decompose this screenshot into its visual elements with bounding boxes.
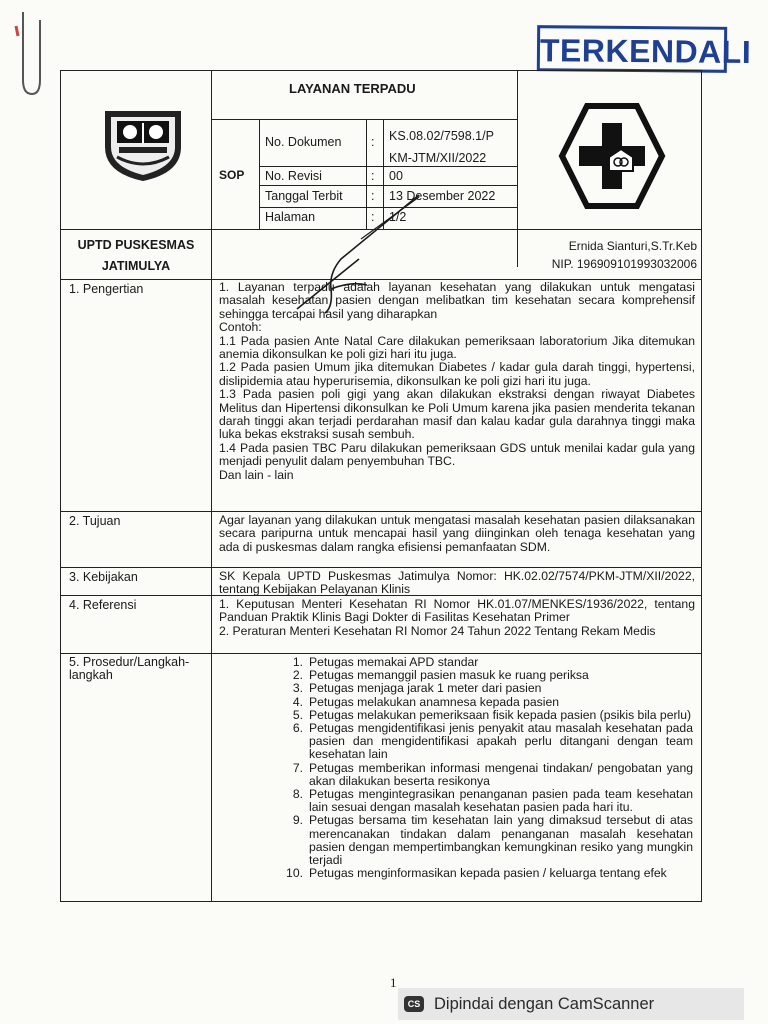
- pengertian-content: [219, 281, 695, 482]
- step-number: 3.: [292, 681, 303, 696]
- list-item: [268, 762, 693, 788]
- field-label: Tanggal Terbit: [265, 189, 343, 203]
- field-row-line: [259, 185, 517, 186]
- paragraph: 1.3 Pada pasien poli gigi yang akan dilakukan ekstraksi dengan riwayat Diabetes Melitus dan Hipertensi dikonsulkan ke Poli Umum karena jika pasien menderita tekanan darah tinggi akan terjadi perdarahan masif dan kalau kadar gula darahnya tinggi maka luka bekas ekstraksi susah sembuh.: [219, 387, 695, 442]
- sop-divider: [259, 119, 260, 229]
- field-label: No. Revisi: [265, 169, 322, 183]
- list-item: [268, 696, 693, 709]
- section-divider: [61, 567, 701, 568]
- organization-name: UPTD PUSKESMAS JATIMULYA: [77, 238, 195, 273]
- step-number: 2.: [292, 668, 303, 683]
- field-label: Halaman: [265, 210, 316, 224]
- section-divider: [61, 511, 701, 512]
- paragraph: Contoh:: [219, 320, 262, 335]
- sop-document: [60, 70, 702, 902]
- logo-column-divider: [517, 71, 518, 267]
- section-label-kebijakan: 3. Kebijakan: [69, 570, 138, 584]
- list-item: [268, 722, 693, 762]
- step-text: Petugas memakai APD standar: [309, 655, 479, 669]
- section-label-pengertian: 1. Pengertian: [69, 282, 144, 296]
- field-label: No. Dokumen: [265, 135, 342, 149]
- paragraph: Dan lain - lain: [219, 467, 294, 482]
- field-colon: :: [371, 135, 375, 149]
- step-number: 6.: [292, 721, 303, 736]
- list-item: [268, 788, 693, 814]
- step-text: Petugas melakukan anamnesa kepada pasien: [309, 694, 560, 709]
- step-number: 7.: [292, 760, 303, 775]
- page-number: 1: [390, 975, 397, 990]
- revision-number: 00: [389, 169, 403, 183]
- paragraph: 1.4 Pada pasien TBC Paru dilakukan pemeriksaan GDS untuk menilai kadar gula yang menjadi penyulit dalam penyembuhan TBC.: [219, 440, 695, 469]
- paragraph: 1.2 Pada pasien Umum jika ditemukan Diabetes / kadar gula darah tinggi, hypertensi, dislipidemia atau hyperurisemia, dikonsulkan ke poli gizi hari itu juga.: [219, 360, 695, 388]
- step-text: Petugas mengidentifikasi jenis penyakit atau masalah kesehatan pada pasien dan mengidentifikasi apakah perlu ditangani dengan team kesehatan lain: [309, 721, 693, 762]
- document-title: LAYANAN TERPADU: [289, 81, 416, 96]
- document-number: KS.08.02/7598.1/P KM-JTM/XII/2022: [389, 129, 494, 165]
- section-label-prosedur: 5. Prosedur/Langkah-langkah: [69, 655, 190, 682]
- field-colon: :: [371, 210, 375, 224]
- section-divider: [61, 653, 701, 654]
- paper-clip-icon: [14, 10, 44, 98]
- step-number: 1.: [292, 655, 303, 669]
- step-number: 5.: [292, 707, 303, 722]
- step-number: 8.: [292, 787, 303, 802]
- camscanner-label: Dipindai dengan CamScanner: [434, 994, 655, 1013]
- step-number: 10.: [286, 866, 303, 881]
- puskesmas-cross-logo: [557, 101, 667, 211]
- field-colon: :: [371, 169, 375, 183]
- issue-date: 13 Desember 2022: [389, 189, 496, 203]
- paragraph: 1.1 Pada pasien Ante Natal Care dilakukan pemeriksaan laboratorium Jika ditemukan anemia dikonsulkan ke poli gizi hari itu juga.: [219, 333, 695, 362]
- controlled-stamp: TERKENDALI: [537, 25, 727, 73]
- referensi-content: [219, 598, 695, 638]
- field-colon: :: [371, 189, 375, 203]
- step-text: Petugas memberikan informasi mengenai tindakan/ pengobatan yang akan dilakukan beserta resikonya: [309, 760, 693, 788]
- tujuan-content: Agar layanan yang dilakukan untuk mengatasi masalah kesehatan pasien dilaksanakan secara paripurna untuk mencapai hasil yang diinginkan oleh tenaga kesehatan yang ada di puskesmas dalam rangka efisiensi pemanfaatan SDM.: [219, 513, 695, 554]
- signer-name: Ernida Sianturi,S.Tr.Keb: [568, 239, 697, 253]
- list-item: [268, 814, 693, 867]
- signer-nip: NIP. 196909101993032006: [551, 257, 697, 271]
- step-text: Petugas menginformasikan kepada pasien / keluarga tentang efek: [309, 866, 667, 881]
- reference-item: 1. Keputusan Menteri Kesehatan RI Nomor HK.01.07/MENKES/1936/2022, tentang Panduan Praktik Klinis Bagi Dokter di Fasilitas Kesehatan Primer: [219, 597, 695, 625]
- step-text: Petugas memanggil pasien masuk ke ruang periksa: [309, 668, 589, 683]
- step-text: Petugas mengintegrasikan penanganan pasien pada team kesehatan lain sesuai dengan masalah kesehatan pasien pada hari itu.: [309, 787, 693, 815]
- step-text: Petugas bersama tim kesehatan lain yang dimaksud tersebut di atas merencanakan tindakan dalam penanganan masalah kesehatan pasien dengan mempertimbangkan kemungkinan resiko yang mungkin terjadi: [309, 813, 693, 868]
- title-divider: [211, 119, 517, 120]
- step-number: 4.: [292, 694, 303, 709]
- list-item: [268, 867, 693, 880]
- step-text: Petugas menjaga jarak 1 meter dari pasien: [309, 681, 542, 696]
- section-label-referensi: 4. Referensi: [69, 598, 137, 612]
- procedure-steps: [268, 656, 693, 880]
- regional-emblem-logo: [97, 107, 189, 183]
- camscanner-watermark: [398, 988, 744, 1020]
- label-column-divider: [211, 71, 212, 901]
- step-text: Petugas melakukan pemeriksaan fisik kepada pasien (psikis bila perlu): [309, 707, 692, 722]
- step-number: 9.: [292, 813, 303, 828]
- list-item: [268, 682, 693, 695]
- page-count: 1/2: [389, 210, 407, 224]
- kebijakan-content: SK Kepala UPTD Puskesmas Jatimulya Nomor: HK.02.02/7574/PKM-JTM/XII/2022, tentang Kebijakan Pelayanan Klinis: [219, 569, 695, 597]
- camscanner-icon: CS: [404, 996, 424, 1012]
- section-label-tujuan: 2. Tujuan: [69, 514, 121, 528]
- sop-label: SOP: [219, 168, 245, 182]
- paragraph: 1. Layanan terpadu adalah layanan kesehatan yang dilakukan untuk mengatasi masalah kesehatan pasien dengan melibatkan tim kesehatan secara komprehensif sehingga tercapai hasil yang diharapkan: [219, 280, 695, 321]
- reference-item: 2. Peraturan Menteri Kesehatan RI Nomor 24 Tahun 2022 Tentang Rekam Medis: [219, 623, 656, 638]
